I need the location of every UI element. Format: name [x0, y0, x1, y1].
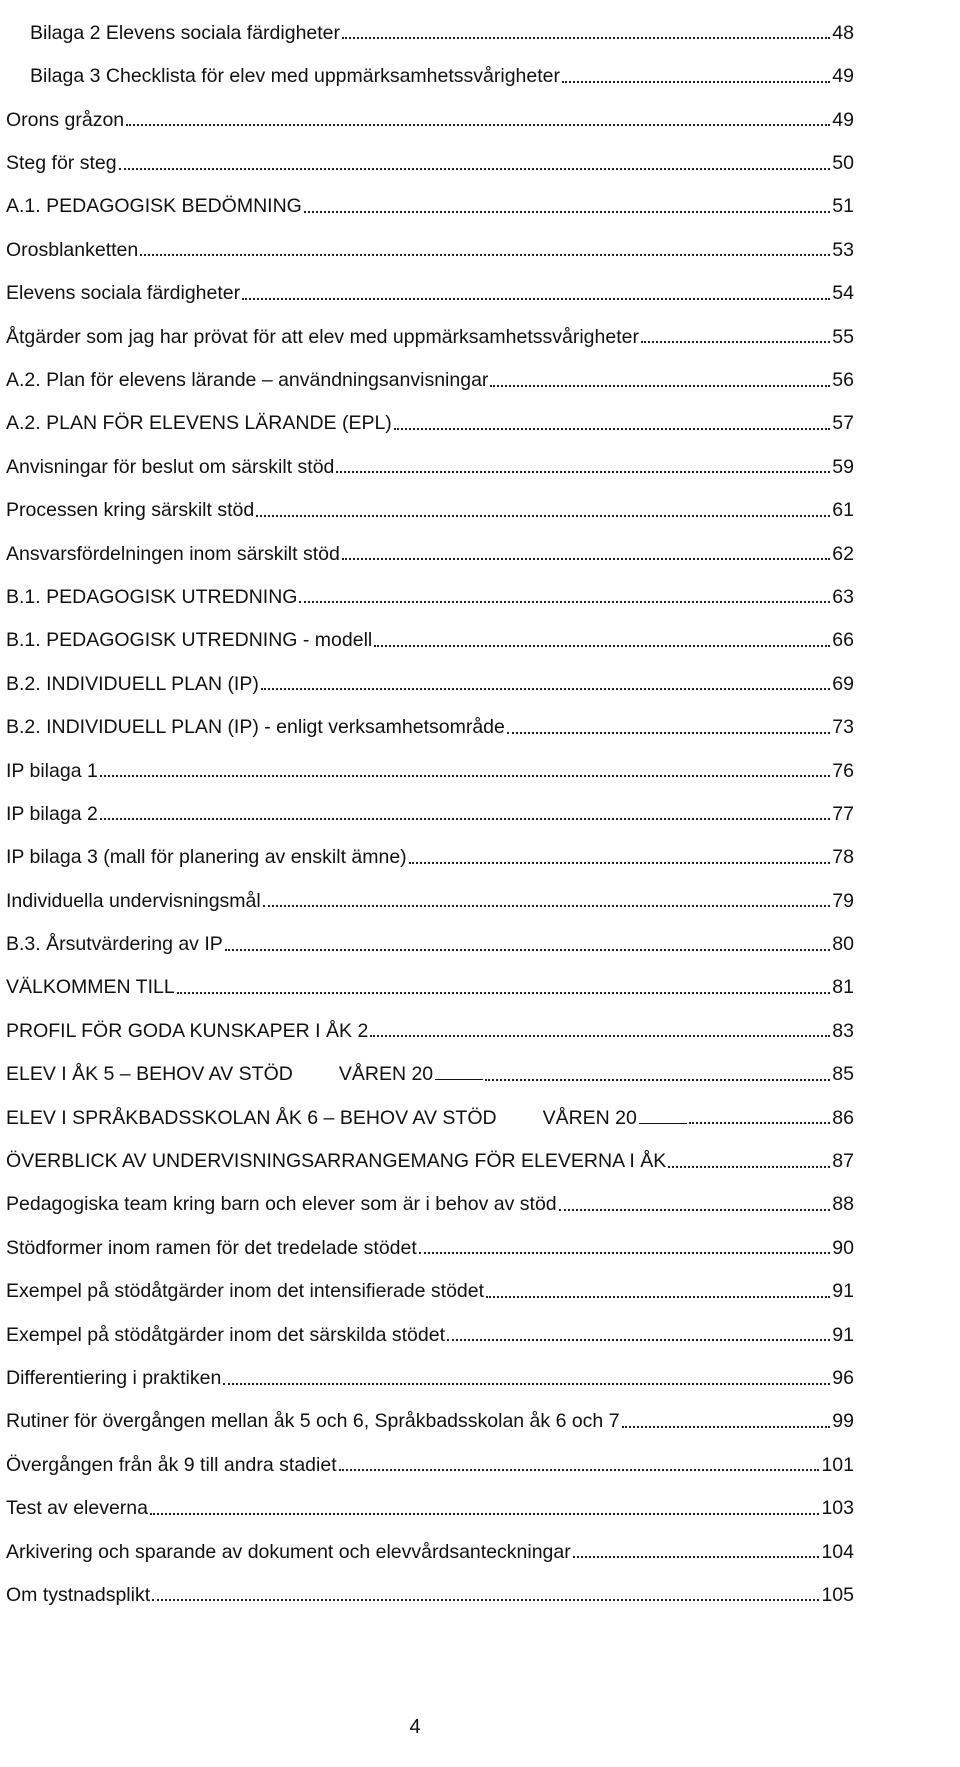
dot-leader: [622, 1426, 831, 1428]
dot-leader: [223, 1383, 830, 1385]
dot-leader: [490, 385, 830, 387]
toc-entry-page: 81: [832, 976, 854, 999]
toc-entry-page: 96: [832, 1367, 854, 1389]
dot-leader: [152, 1599, 819, 1601]
toc-entry-title-text: Pedagogiska team kring barn och elever som är i behov av stöd: [6, 1193, 557, 1216]
dot-leader: [304, 211, 830, 213]
dot-leader: [225, 949, 831, 951]
toc-entry-title: [6, 325, 639, 348]
toc-entry-title: [6, 672, 259, 695]
toc-entry-title-text: Individuella undervisningsmål: [6, 889, 261, 912]
toc-entry-title: [6, 1540, 571, 1563]
toc-entry-title-text: ELEV I ÅK 5 – BEHOV AV STÖD: [6, 1063, 293, 1086]
toc-entry-page: 49: [832, 108, 854, 131]
toc-entry[interactable]: [6, 1215, 854, 1258]
toc-entry-title: [6, 631, 372, 651]
toc-entry[interactable]: [6, 1432, 854, 1475]
dot-leader: [562, 81, 830, 83]
toc-entry-page: 85: [832, 1063, 854, 1086]
toc-entry[interactable]: [6, 0, 854, 43]
toc-entry-title: [6, 1019, 369, 1042]
toc-entry-title-text: Anvisningar för beslut om särskilt stöd: [6, 455, 335, 478]
toc-entry-page: 87: [832, 1150, 854, 1173]
toc-entry-title-text: Orosblanketten: [6, 238, 139, 261]
dot-leader: [370, 1035, 830, 1037]
toc-entry-page: 78: [832, 846, 854, 869]
toc-entry[interactable]: [6, 694, 854, 737]
toc-entry-page: 103: [821, 1497, 854, 1520]
toc-entry[interactable]: [6, 651, 854, 694]
toc-entry-page: 101: [821, 1453, 854, 1476]
toc-entry[interactable]: [6, 434, 854, 477]
dot-leader: [256, 515, 830, 517]
dot-leader: [573, 1556, 820, 1558]
toc-entry-title-text: Exempel på stödåtgärder inom det intensifierade stödet: [6, 1280, 485, 1303]
toc-entry-title-text: Bilaga 2 Elevens sociala färdigheter: [30, 21, 341, 44]
dot-leader: [263, 905, 831, 907]
toc-entry-title: [6, 1583, 151, 1606]
toc-entry[interactable]: [6, 174, 854, 217]
toc-entry-title-text: Processen kring särskilt stöd: [6, 499, 255, 522]
dot-leader: [342, 558, 830, 560]
toc-entry-title-text: IP bilaga 2: [6, 802, 98, 825]
dot-leader: [177, 992, 831, 994]
toc-entry[interactable]: [6, 1475, 854, 1518]
dot-leader: [641, 341, 830, 343]
toc-entry-title-text: ÖVERBLICK AV UNDERVISNINGSARRANGEMANG FÖR ELEVERNA I ÅK: [6, 1150, 667, 1173]
toc-entry[interactable]: [6, 1389, 854, 1432]
dot-leader: [668, 1166, 830, 1168]
toc-entry-title: [6, 501, 254, 521]
toc-entry-title-text: B.1. PEDAGOGISK UTREDNING: [6, 585, 298, 608]
toc-entry[interactable]: [6, 738, 854, 781]
toc-entry-title: [6, 1323, 445, 1346]
toc-entry-title: [6, 1499, 148, 1519]
toc-entry-title: [6, 585, 298, 608]
toc-entry-title: [6, 1065, 483, 1085]
toc-entry-title-text: A.1. PEDAGOGISK BEDÖMNING: [6, 195, 302, 218]
toc-entry-title-text: Orons gråzon: [6, 108, 125, 131]
toc-entry-title-text: B.1. PEDAGOGISK UTREDNING - modell: [6, 629, 373, 652]
toc-entry[interactable]: [6, 1258, 854, 1301]
toc-entry-page: 55: [832, 325, 854, 348]
toc-entry-title-text: A.2. Plan för elevens lärande – användningsanvisningar: [6, 369, 489, 392]
toc-entry[interactable]: [6, 1085, 854, 1128]
toc-entry-page: 77: [832, 802, 854, 825]
dot-leader: [299, 601, 830, 603]
dot-leader: [119, 168, 831, 170]
dot-leader: [486, 1296, 830, 1298]
toc-entry-title: [6, 542, 340, 565]
toc-entry-page: 53: [832, 238, 854, 261]
toc-entry-page: 56: [832, 369, 854, 392]
toc-entry-title-text: Rutiner för övergången mellan åk 5 och 6, Språkbadsskolan åk 6 och 7: [6, 1410, 620, 1433]
toc-entry[interactable]: [6, 217, 854, 260]
toc-entry-page: 66: [832, 629, 854, 652]
dot-leader: [419, 1252, 831, 1254]
toc-entry[interactable]: [6, 1519, 854, 1562]
toc-entry-title-text: VÄLKOMMEN TILL: [6, 976, 175, 999]
dot-leader: [126, 124, 830, 126]
toc-entry-title: [6, 108, 125, 131]
toc-entry-title: [6, 197, 302, 217]
toc-entry-title: [6, 21, 341, 44]
toc-entry-title-text: Steg för steg: [6, 152, 117, 175]
toc-entry-title: [6, 1453, 337, 1476]
toc-entry-page: 104: [821, 1540, 854, 1563]
dot-leader: [507, 732, 830, 734]
toc-entry-title-suffix: VÅREN 20: [338, 1063, 434, 1086]
toc-entry-page: 48: [832, 21, 854, 44]
dot-leader: [100, 775, 831, 777]
toc-entry-title-text: Bilaga 3 Checklista för elev med uppmärksamhetssvårigheter: [30, 65, 560, 88]
toc-entry[interactable]: [6, 998, 854, 1041]
toc-entry[interactable]: [6, 1345, 854, 1388]
toc-entry[interactable]: [6, 1041, 854, 1084]
toc-entry-page: 49: [832, 65, 854, 88]
toc-entry-title: [6, 1152, 666, 1172]
toc-entry-title: [6, 1369, 221, 1389]
table-of-contents: [6, 0, 854, 1605]
toc-entry-page: 99: [832, 1410, 854, 1433]
dot-leader: [150, 1513, 819, 1515]
toc-entry-title: [6, 455, 335, 478]
toc-entry-page: 88: [832, 1193, 854, 1216]
toc-entry-title-text: Arkivering och sparande av dokument och elevvårdsanteckningar: [6, 1540, 571, 1563]
toc-entry[interactable]: [6, 347, 854, 390]
toc-entry-title: [6, 154, 117, 174]
toc-entry-title-text: B.2. INDIVIDUELL PLAN (IP) - enligt verksamhetsområde: [6, 716, 505, 739]
toc-entry-page: 63: [832, 585, 854, 608]
dot-leader: [409, 862, 831, 864]
toc-entry[interactable]: [6, 1128, 854, 1171]
toc-entry-title: [6, 67, 560, 87]
toc-entry-title-text: Stödformer inom ramen för det tredelade stödet: [6, 1236, 417, 1259]
toc-entry[interactable]: [6, 1562, 854, 1605]
toc-entry[interactable]: [6, 130, 854, 173]
dot-leader: [336, 471, 830, 473]
toc-entry-title-text: Exempel på stödåtgärder inom det särskilda stödet: [6, 1323, 445, 1346]
toc-entry-page: 54: [832, 282, 854, 305]
toc-entry-title-suffix: VÅREN 20: [542, 1106, 637, 1129]
toc-entry-page: 90: [832, 1236, 854, 1259]
dot-leader: [261, 688, 830, 690]
toc-entry-page: 62: [832, 542, 854, 565]
toc-entry-page: 80: [832, 933, 854, 956]
toc-entry-title: [6, 1106, 687, 1129]
dot-leader: [559, 1209, 831, 1211]
toc-entry-title-text: Differentiering i praktiken: [6, 1367, 222, 1389]
toc-entry-title-text: PROFIL FÖR GODA KUNSKAPER I ÅK 2: [6, 1019, 369, 1042]
toc-entry-title-text: B.3. Årsutvärdering av IP: [6, 933, 223, 956]
toc-entry-page: 86: [832, 1106, 854, 1129]
toc-entry[interactable]: [6, 87, 854, 130]
toc-entry-title: [6, 889, 261, 912]
toc-entry[interactable]: [6, 955, 854, 998]
toc-entry[interactable]: [6, 43, 854, 86]
toc-entry[interactable]: [6, 521, 854, 564]
dot-leader: [485, 1079, 830, 1081]
toc-entry-title: [6, 718, 505, 738]
toc-entry[interactable]: [6, 868, 854, 911]
dot-leader: [140, 254, 830, 256]
fill-in-blank: [435, 1079, 483, 1080]
dot-leader: [689, 1122, 830, 1124]
toc-entry[interactable]: [6, 564, 854, 607]
toc-entry-page: 76: [832, 759, 854, 782]
toc-entry-title-text: B.2. INDIVIDUELL PLAN (IP): [6, 672, 259, 695]
page-number: 4: [409, 1716, 421, 1738]
toc-entry-title: [6, 1412, 620, 1432]
toc-entry-title: [6, 935, 223, 955]
toc-entry-page: 79: [832, 889, 854, 912]
toc-entry-title-text: Ansvarsfördelningen inom särskilt stöd: [6, 542, 340, 565]
toc-entry-page: 73: [832, 716, 854, 739]
toc-entry-title-text: IP bilaga 1: [6, 759, 98, 782]
toc-entry-title-text: Åtgärder som jag har prövat för att elev med uppmärksamhetssvårigheter: [6, 325, 639, 348]
toc-entry[interactable]: [6, 781, 854, 824]
toc-entry-title-text: Om tystnadsplikt: [6, 1583, 151, 1606]
toc-entry-page: 61: [832, 499, 854, 522]
toc-entry-title: [6, 802, 98, 825]
toc-entry-page: 51: [832, 195, 854, 218]
toc-entry[interactable]: [6, 607, 854, 650]
dot-leader: [374, 645, 830, 647]
toc-entry-page: 91: [832, 1280, 854, 1303]
toc-entry-page: 50: [832, 152, 854, 175]
dot-leader: [339, 1469, 820, 1471]
toc-entry-title-text: IP bilaga 3 (mall för planering av enskilt ämne): [6, 846, 407, 869]
toc-entry[interactable]: [6, 911, 854, 954]
toc-entry[interactable]: [6, 304, 854, 347]
toc-entry-title: [6, 414, 392, 434]
toc-entry-title: [6, 759, 98, 782]
dot-leader: [242, 298, 830, 300]
toc-entry-title: [6, 1282, 484, 1302]
toc-entry-title: [6, 848, 407, 868]
toc-entry-title: [6, 1236, 417, 1259]
toc-entry[interactable]: [6, 477, 854, 520]
dot-leader: [394, 428, 831, 430]
dot-leader: [100, 818, 831, 820]
toc-entry-page: 57: [832, 412, 854, 435]
toc-entry[interactable]: [6, 260, 854, 303]
toc-entry-page: 105: [821, 1583, 854, 1606]
toc-entry-title: [6, 978, 175, 998]
toc-entry[interactable]: [6, 824, 854, 867]
toc-entry[interactable]: [6, 391, 854, 434]
toc-entry-title: [6, 1195, 557, 1215]
toc-entry-title-text: Test av eleverna: [6, 1497, 148, 1520]
toc-entry[interactable]: [6, 1172, 854, 1215]
toc-entry-page: 91: [832, 1323, 854, 1346]
toc-entry-page: 59: [832, 455, 854, 478]
dot-leader: [342, 37, 830, 39]
fill-in-blank: [639, 1123, 687, 1124]
toc-entry-title: [6, 371, 488, 391]
toc-entry-title: [6, 284, 240, 304]
toc-entry-title-text: Elevens sociala färdigheter: [6, 282, 241, 305]
toc-entry-title-text: A.2. PLAN FÖR ELEVENS LÄRANDE (EPL): [6, 412, 392, 435]
toc-entry-page: 83: [832, 1019, 854, 1042]
toc-entry[interactable]: [6, 1302, 854, 1345]
toc-entry-title-text: Övergången från åk 9 till andra stadiet: [6, 1453, 337, 1476]
dot-leader: [447, 1339, 830, 1341]
toc-entry-title-text: ELEV I SPRÅKBADSSKOLAN ÅK 6 – BEHOV AV STÖD: [6, 1106, 497, 1129]
toc-entry-title: [6, 238, 139, 261]
toc-entry-page: 69: [832, 672, 854, 695]
